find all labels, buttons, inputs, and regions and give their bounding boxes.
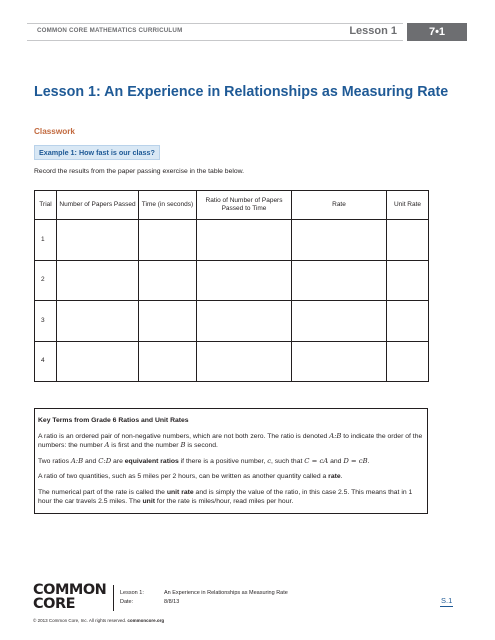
key-terms-title: Key Terms from Grade 6 Ratios and Unit Rates: [38, 417, 189, 424]
footer-lesson-label: Lesson 1:: [120, 590, 144, 596]
trial-number: 2: [35, 260, 57, 301]
table-cell: [387, 301, 429, 342]
table-cell: [57, 341, 139, 382]
table-row: [35, 260, 429, 301]
table-cell: [197, 260, 292, 301]
table-cell: [139, 220, 197, 261]
table-row: [35, 301, 429, 342]
table-cell: [57, 220, 139, 261]
example-heading: Example 1: How fast is our class?: [34, 145, 160, 160]
unit-rate-definition: The numerical part of the rate is called the unit rate and is simply the value of the ratio, in this case 2.5. This means that in 1 hour the car travels 2.5 miles. The unit for the rate is miles/hour, read miles per hour.: [38, 488, 413, 505]
copyright: © 2013 Common Core, Inc. All rights reserved. commoncore.org: [33, 618, 165, 623]
results-table: [34, 190, 429, 382]
module-badge: [407, 23, 467, 41]
column-header: Rate: [292, 191, 387, 220]
footer-labels: [120, 589, 144, 607]
table-cell: [292, 260, 387, 301]
table-cell: [57, 301, 139, 342]
curriculum-name: COMMON CORE MATHEMATICS CURRICULUM: [37, 27, 183, 34]
table-row: [35, 341, 429, 382]
table-cell: [139, 301, 197, 342]
footer-date-label: Date:: [120, 599, 134, 605]
table-cell: [57, 260, 139, 301]
table-cell: [139, 341, 197, 382]
column-header: Number of Papers Passed: [57, 191, 139, 220]
table-cell: [387, 341, 429, 382]
table-row: [35, 220, 429, 261]
footer-values: [164, 589, 288, 607]
classwork-heading: Classwork: [34, 127, 75, 136]
table-cell: [197, 220, 292, 261]
header-bar: [27, 23, 403, 41]
trial-number: 3: [35, 301, 57, 342]
page-number: S.1: [441, 596, 453, 605]
rate-definition: A ratio of two quantities, such as 5 miles per 2 hours, can be written as another quantity called a rate.: [38, 473, 343, 480]
column-header: Unit Rate: [387, 191, 429, 220]
module-badge-text: 7•1: [428, 26, 446, 38]
column-header: Time (in seconds): [139, 191, 197, 220]
common-core-logo: [33, 583, 105, 611]
equivalent-ratios-definition: Two ratios A:B and C:D are equivalent ratios if there is a positive number, c, such that C = cA and D = cB.: [38, 456, 370, 465]
table-cell: [197, 301, 292, 342]
logo-line-1: COMMON: [33, 582, 107, 598]
column-header: Trial: [35, 191, 57, 220]
header-lesson: Lesson 1: [349, 25, 397, 37]
table-cell: [292, 301, 387, 342]
trial-number: 1: [35, 220, 57, 261]
table-cell: [387, 260, 429, 301]
instruction-text: Record the results from the paper passing exercise in the table below.: [34, 168, 245, 175]
table-header-row: [35, 191, 429, 220]
trial-number: 4: [35, 341, 57, 382]
table-cell: [292, 220, 387, 261]
ratio-definition: A ratio is an ordered pair of non-negative numbers, which are not both zero. The ratio is denoted A:B to indicate the order of the numbers: the number A is first and the number B is second.: [38, 431, 423, 449]
table-cell: [292, 341, 387, 382]
table-cell: [197, 341, 292, 382]
table-cell: [387, 220, 429, 261]
key-terms-box: [34, 408, 428, 514]
table-cell: [139, 260, 197, 301]
footer-divider: [113, 585, 114, 611]
lesson-title: Lesson 1: An Experience in Relationships as Measuring Rate: [34, 84, 449, 100]
footer-lesson-value: An Experience in Relationships as Measuring Rate: [164, 590, 288, 596]
logo-line-2: CORE: [33, 596, 76, 612]
column-header: Ratio of Number of Papers Passed to Time: [197, 191, 292, 220]
footer-date-value: 8/8/13: [164, 599, 180, 605]
page-header: [27, 23, 467, 43]
